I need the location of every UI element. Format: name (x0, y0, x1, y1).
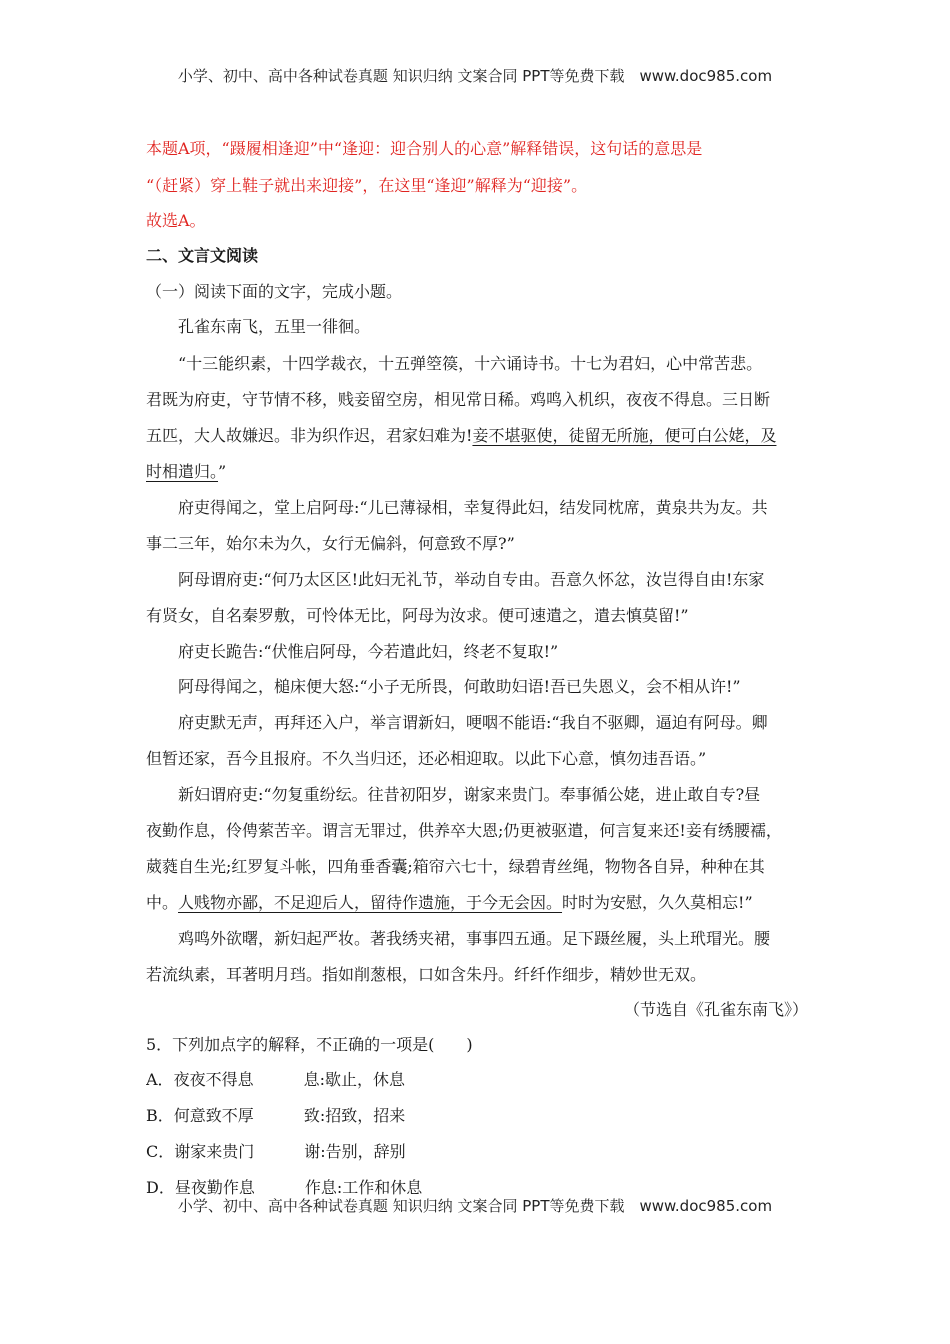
passage-line: 夜勤作息，伶俜萦苦辛。谓言无罪过，供养卒大恩;仍更被驱遣，何言复来还!妾有绣腰襦， (146, 821, 782, 840)
option-c: C．谢家来贵门 谢:告别，辞别 (146, 1142, 406, 1161)
section-title: 二、文言文阅读 (146, 246, 259, 265)
passage-line: 但暂还家，吾今且报府。不久当归还，还必相迎取。以此下心意，慎勿违吾语。” (146, 749, 707, 768)
option-explanation: 息:歇止，休息 (303, 1070, 405, 1089)
option-explanation: 作息:工作和休息 (304, 1178, 423, 1197)
passage-line: 君既为府吏，守节情不移，贱妾留空房，相见常日稀。鸡鸣入机织，夜夜不得息。三日断 (146, 390, 771, 409)
reading-instruction: （一）阅读下面的文字，完成小题。 (146, 282, 403, 301)
underlined-sentence: 时相遣归。 (146, 462, 219, 481)
passage-line: 事二三年，始尔未为久，女行无偏斜，何意致不厚?” (146, 534, 515, 553)
option-a: A．夜夜不得息 息:歇止，休息 (146, 1070, 405, 1089)
passage-line: 若流纨素，耳著明月珰。指如削葱根，口如含朱丹。纤纤作细步，精妙世无双。 (146, 965, 707, 984)
question-stem: 5．下列加点字的解释，不正确的一项是( ) (146, 1035, 473, 1054)
dotted-char: 谢 (174, 1142, 191, 1161)
passage-source: （节选自《孔雀东南飞》） (623, 1000, 808, 1019)
passage-line: 阿母得闻之，槌床便大怒:“小子无所畏，何敢助妇语!吾已失恩义，会不相从许!” (178, 677, 741, 696)
option-explanation: 谢:告别，辞别 (304, 1142, 406, 1161)
page-header: 小学、初中、高中各种试卷真题 知识归纳 文案合同 PPT等免费下载 www.doc985.com (177, 67, 773, 85)
underlined-sentence: 人贱物亦鄙，不足迎后人，留待作遗施，于今无会因。 (178, 893, 563, 912)
passage-line: 葳蕤自生光;红罗复斗帐，四角垂香囊;箱帘六七十，绿碧青丝绳，物物各自异，种种在其 (146, 857, 765, 876)
passage-line: 府吏默无声，再拜还入户，举言谓新妇，哽咽不能语:“我自不驱卿，逼迫有阿母。卿 (178, 713, 768, 732)
passage-line: 五匹，大人故嫌迟。非为织作迟，君家妇难为!妾不堪驱使，徒留无所施，便可白公姥，及 (146, 426, 777, 445)
page-footer: 小学、初中、高中各种试卷真题 知识归纳 文案合同 PPT等免费下载 www.doc985.com (177, 1197, 773, 1215)
passage-line: 有贤女，自名秦罗敷，可怜体无比，阿母为汝求。便可速遣之，遣去慎莫留!” (146, 606, 689, 625)
passage-line: “十三能织素，十四学裁衣，十五弹箜篌，十六诵诗书。十七为君妇，心中常苦悲。 (178, 354, 763, 373)
passage-line: 时相遣归。” (146, 462, 227, 481)
option-b: B．何意致不厚 致:招致，招来 (146, 1106, 406, 1125)
answer-conclusion: 故选A。 (146, 211, 206, 230)
passage-line: 新妇谓府吏:“勿复重纷纭。往昔初阳岁，谢家来贵门。奉事循公姥，进止敢自专?昼 (178, 785, 761, 804)
dotted-char: 息 (237, 1070, 254, 1089)
passage-line: 府吏得闻之，堂上启阿母:“儿已薄禄相，幸复得此妇，结发同枕席，黄泉共为友。共 (178, 498, 768, 517)
passage-line: 孔雀东南飞，五里一徘徊。 (178, 317, 371, 336)
underlined-sentence: 妾不堪驱使，徒留无所施，便可白公姥，及 (472, 426, 777, 445)
answer-explanation-line: “（赶紧）穿上鞋子就出来迎接”，在这里“逢迎”解释为“迎接”。 (146, 176, 588, 195)
passage-line: 阿母谓府吏:“何乃太区区!此妇无礼节，举动自专由。吾意久怀忿，汝岂得自由!东家 (178, 570, 765, 589)
dotted-char: 作息 (222, 1178, 255, 1197)
answer-explanation-line: 本题A项，“蹑履相逢迎”中“逢迎：迎合别人的心意”解释错误，这句话的意思是 (146, 139, 703, 158)
dotted-char: 致 (205, 1106, 222, 1125)
passage-line: 府吏长跪告:“伏惟启阿母，今若遣此妇，终老不复取!” (178, 642, 559, 661)
passage-line: 中。人贱物亦鄙，不足迎后人，留待作遗施，于今无会因。时时为安慰，久久莫相忘!” (146, 893, 753, 912)
option-d: D．昼夜勤作息 作息:工作和休息 (146, 1178, 423, 1197)
passage-line: 鸡鸣外欲曙，新妇起严妆。著我绣夹裙，事事四五通。足下蹑丝履，头上玳瑁光。腰 (178, 929, 771, 948)
option-explanation: 致:招致，招来 (303, 1106, 406, 1125)
